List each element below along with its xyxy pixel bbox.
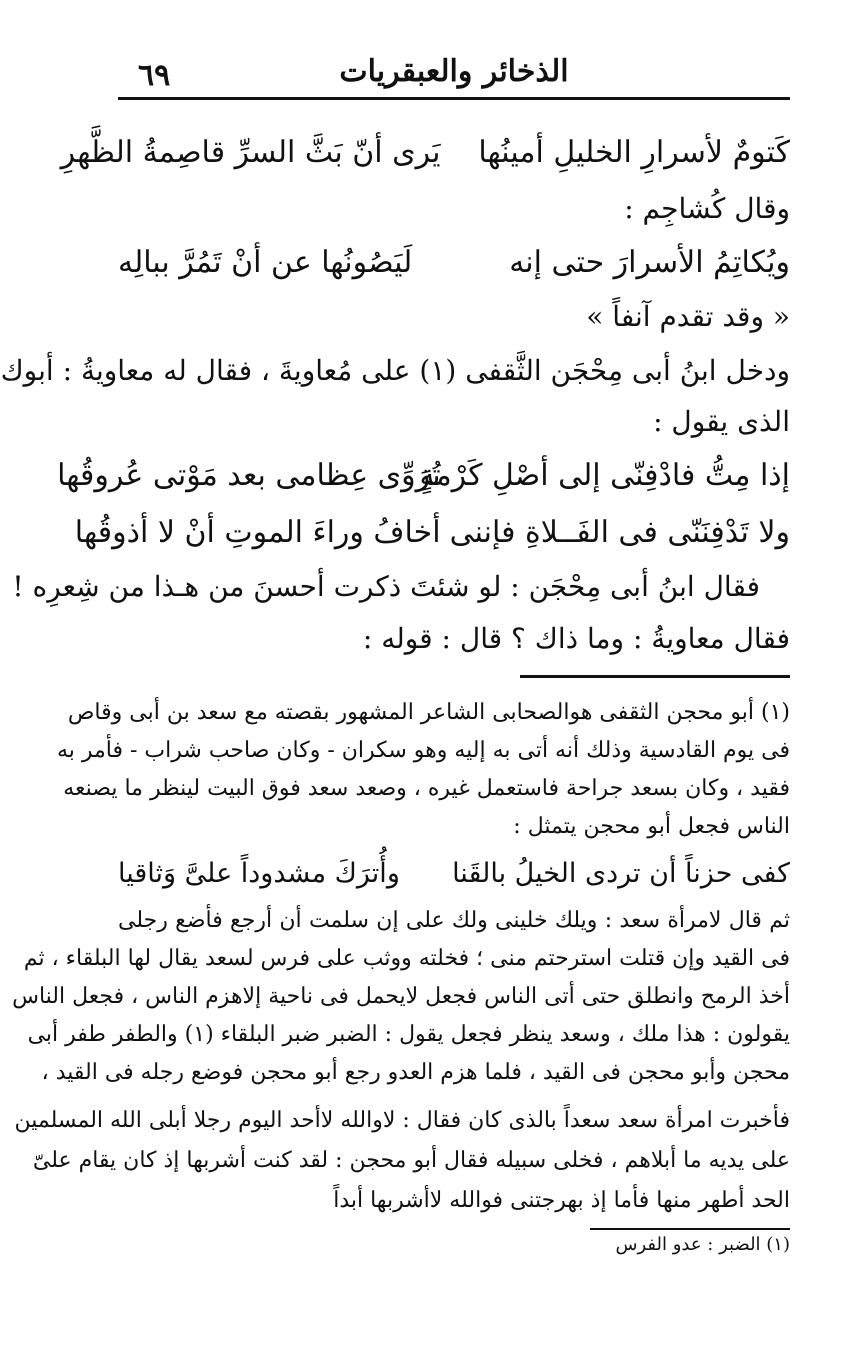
footnote-line: ثم قال لامرأة سعد : ويلك خلينى ولك على إن سلمت أن أرجع فأضع رجلى — [118, 908, 790, 933]
footnote-line: فأخبرت امرأة سعد سعداً بالذى كان فقال : لاوالله لاأحد اليوم رجلا أبلى الله المسلمين — [14, 1108, 790, 1133]
text-line: وقال كُشاجِم : — [624, 192, 790, 225]
footnote-line: (١) أبو محجن الثقفى هوالصحابى الشاعر المشهور بقصته مع سعد بن أبى وقاص — [67, 700, 790, 725]
footnote-line: الناس فجعل أبو محجن يتمثل : — [513, 814, 790, 839]
verse-first-hemistich: ويُكاتِمُ الأسرارَ حتى إنه — [509, 245, 790, 280]
running-title: الذخائر والعبقريات — [339, 54, 569, 89]
footnote-line: الحد أطهر منها فأما إذ بهرجتنى فوالله لاأشربها أبداً — [333, 1188, 790, 1213]
text-line: فقال معاويةُ : وما ذاك ؟ قال : قوله : — [362, 622, 790, 655]
secondary-footnote: (١) الضبر : عدو الفرس — [615, 1234, 790, 1255]
text-line: فقال ابنُ أبى مِحْجَن : لو شئتَ ذكرت أحسنَ من هـذا من شِعرِه ! — [12, 570, 760, 603]
verse-first-hemistich: كَتومٌ لأسرارِ الخليلِ أمينُها — [478, 135, 790, 170]
verse-first-hemistich: كفى حزناً أن تردى الخيلُ بالقَنا — [452, 858, 790, 889]
text-line: « وقد تقدم آنفاً » — [586, 300, 790, 333]
secondary-footnote-rule — [590, 1228, 790, 1230]
verse-first-hemistich: إذا مِتُّ فادْفِنّى إلى أصْلِ كَرْمةٍ — [419, 458, 790, 493]
text-line: ودخل ابنُ أبى مِحْجَن الثَّقفى (١) على مُعاويةَ ، فقال له معاويةُ : أبوك — [0, 354, 790, 387]
footnote-verse — [118, 858, 790, 889]
verse-second-hemistich: وأُترَكَ مشدوداً علىَّ وَثاقيا — [118, 858, 400, 889]
footnote-line: فى القيد وإن قتلت استرحتم منى ؛ فخلته ووثب على فرس لسعد يقال لها البلقاء ، ثم — [23, 946, 790, 971]
footnote-line: محجن وأبو محجن فى القيد ، فلما هزم العدو رجع أبو محجن فوضع رجله فى القيد ، — [41, 1060, 790, 1085]
verse-second-hemistich: تُرَوِّى عِظامى بعد مَوْتى عُروقُها — [57, 458, 441, 493]
footnote-line: فقيد ، وكان بسعد جراحة فاستعمل غيره ، وصعد سعد فوق البيت لينظر ما يصنعه — [63, 776, 790, 801]
footnote-line: على يديه ما أبلاهم ، فخلى سبيله فقال أبو محجن : لقد كنت أشربها إذ كان يقام علىّ — [32, 1148, 790, 1173]
footnote-line: فى يوم القادسية وذلك أنه أتى به إليه وهو سكران - وكان صاحب شراب - فأمر به — [56, 738, 790, 763]
verse-second-hemistich: يَرى أنّ بَثَّ السرِّ قاصِمةُ الظَّهرِ — [60, 135, 441, 170]
footnote-line: يقولون : هذا ملك ، وسعد ينظر فجعل يقول : الضبر ضبر البلقاء (١) والطفر طفر أبى — [27, 1022, 790, 1047]
footnote-line: أخذ الرمح وانطلق حتى أتى الناس فجعل لايحمل فى ناحية إلاهزم الناس ، فجعل الناس — [12, 984, 790, 1009]
text-line: الذى يقول : — [653, 405, 790, 438]
verse-second-hemistich: أخافُ وراءَ الموتِ أنْ لا أذوقُها — [74, 515, 441, 550]
page-number: ٦٩ — [138, 58, 171, 93]
secondary-footnote-block — [118, 1234, 790, 1274]
verse-first-hemistich: ولا تَدْفِنَنّى فى الفَــلاةِ فإننى — [449, 515, 790, 550]
verse-second-hemistich: لَيَصُونُها عن أنْ تَمُرَّ ببالِه — [118, 245, 413, 280]
